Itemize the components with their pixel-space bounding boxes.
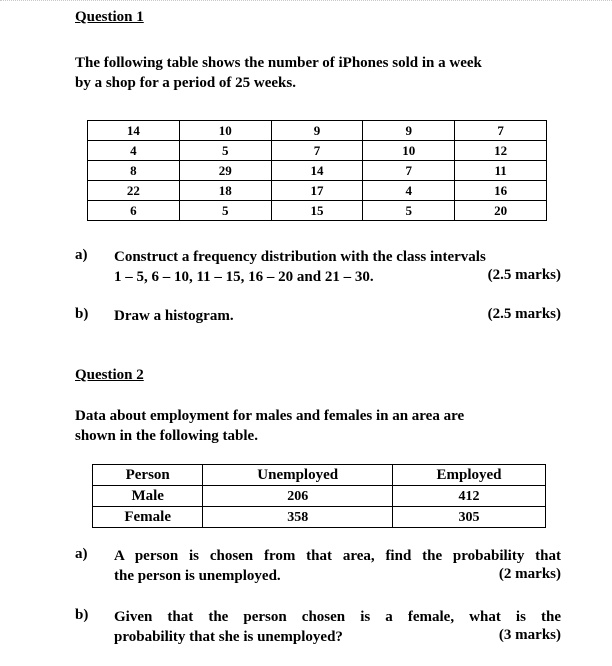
column-header: Person bbox=[93, 465, 203, 486]
q1-part-b-label: b) bbox=[75, 306, 89, 322]
q2-part-b-label: b) bbox=[75, 607, 89, 623]
question-2-intro bbox=[75, 406, 561, 446]
q1-part-b-text: Draw a histogram. bbox=[114, 308, 234, 324]
table-cell: 9 bbox=[271, 121, 363, 141]
table-cell: 4 bbox=[363, 181, 455, 201]
table-cell: 7 bbox=[271, 141, 363, 161]
table-row bbox=[88, 141, 547, 161]
column-header: Unemployed bbox=[203, 465, 393, 486]
table-row bbox=[88, 201, 547, 221]
table-cell: 10 bbox=[179, 121, 271, 141]
table-row bbox=[88, 161, 547, 181]
table-row bbox=[88, 181, 547, 201]
question-2-intro-line2: shown in the following table. bbox=[75, 428, 258, 444]
question-2-heading: Question 2 bbox=[75, 367, 144, 383]
question-1-intro-line1: The following table shows the number of iPhones sold in a week bbox=[75, 55, 482, 71]
table-cell: 5 bbox=[179, 141, 271, 161]
page-top-border bbox=[0, 0, 612, 2]
table-cell: 412 bbox=[393, 486, 546, 507]
table-cell: 305 bbox=[393, 507, 546, 528]
question-1-intro bbox=[75, 53, 561, 93]
table-cell: 10 bbox=[363, 141, 455, 161]
table-cell: 15 bbox=[271, 201, 363, 221]
q1-part-b-marks: (2.5 marks) bbox=[487, 306, 561, 322]
q2-part-b-marks: (3 marks) bbox=[498, 627, 561, 643]
table-cell: 14 bbox=[271, 161, 363, 181]
table-cell: 6 bbox=[88, 201, 180, 221]
table-cell: 11 bbox=[455, 161, 547, 181]
table-row bbox=[88, 121, 547, 141]
table-row bbox=[93, 486, 546, 507]
table-cell: 7 bbox=[363, 161, 455, 181]
table-cell: 358 bbox=[203, 507, 393, 528]
question-1-heading: Question 1 bbox=[75, 9, 144, 25]
table-cell: 9 bbox=[363, 121, 455, 141]
table-cell: 14 bbox=[88, 121, 180, 141]
q2-part-b-line2: probability that she is unemployed? bbox=[114, 629, 343, 645]
table-header-row bbox=[93, 465, 546, 486]
table-cell: Male bbox=[93, 486, 203, 507]
employment-table bbox=[92, 464, 546, 528]
table-cell: 5 bbox=[363, 201, 455, 221]
q2-part-a-marks: (2 marks) bbox=[498, 566, 561, 582]
table-cell: 5 bbox=[179, 201, 271, 221]
q1-part-a-line2: 1 – 5, 6 – 10, 11 – 15, 16 – 20 and 21 – 30. bbox=[114, 269, 374, 285]
q2-part-a-line1: A person is chosen from that area, find the probability that bbox=[114, 548, 561, 564]
table-cell: 8 bbox=[88, 161, 180, 181]
table-cell: 7 bbox=[455, 121, 547, 141]
q1-part-a-label: a) bbox=[75, 247, 88, 263]
q2-part-a-label: a) bbox=[75, 546, 88, 562]
table-cell: Female bbox=[93, 507, 203, 528]
table-cell: 12 bbox=[455, 141, 547, 161]
iphone-sales-table bbox=[87, 120, 547, 221]
table-row bbox=[93, 507, 546, 528]
table-cell: 20 bbox=[455, 201, 547, 221]
q1-part-a-marks: (2.5 marks) bbox=[487, 267, 561, 283]
q1-part-a-line1: Construct a frequency distribution with the class intervals bbox=[114, 249, 486, 265]
column-header: Employed bbox=[393, 465, 546, 486]
table-cell: 18 bbox=[179, 181, 271, 201]
table-cell: 4 bbox=[88, 141, 180, 161]
question-2-intro-line1: Data about employment for males and females in an area are bbox=[75, 408, 465, 424]
question-1-intro-line2: by a shop for a period of 25 weeks. bbox=[75, 75, 296, 91]
q2-part-b-line1: Given that the person chosen is a female, what is the bbox=[114, 609, 561, 625]
table-cell: 29 bbox=[179, 161, 271, 181]
table-cell: 16 bbox=[455, 181, 547, 201]
table-cell: 22 bbox=[88, 181, 180, 201]
q2-part-a-line2: the person is unemployed. bbox=[114, 568, 281, 584]
table-cell: 206 bbox=[203, 486, 393, 507]
table-cell: 17 bbox=[271, 181, 363, 201]
